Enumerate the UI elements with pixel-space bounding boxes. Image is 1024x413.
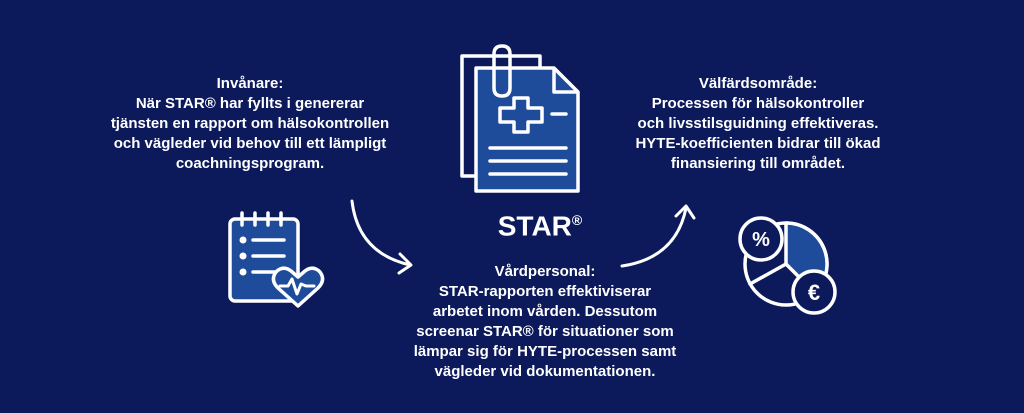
staff-line: Vårdpersonal: <box>494 263 596 280</box>
welfare-line: HYTE-koefficienten bidrar till ökad <box>635 135 881 152</box>
residents-line: Invånare: <box>216 75 284 92</box>
welfare-line: finansiering till området. <box>670 155 846 172</box>
arrow-staff-to-welfare <box>614 196 704 281</box>
staff-line: vägleder vid dokumentationen. <box>434 363 656 380</box>
pie-chart-euro-icon <box>734 212 844 316</box>
welfare-line: Välfärdsområde: <box>698 75 818 92</box>
medical-report-clipboard-icon <box>456 44 586 194</box>
checklist-heart-icon <box>226 212 326 312</box>
registered-mark: ® <box>571 212 583 228</box>
residents-line: När STAR® har fyllts i genererar <box>135 95 365 112</box>
staff-line: STAR-rapporten effektiviserar <box>438 283 652 300</box>
staff-line: arbetet inom vården. Dessutom <box>432 303 658 320</box>
residents-line: tjänsten en rapport om hälsokontrollen <box>110 115 390 132</box>
euro-symbol: € <box>807 280 821 305</box>
welfare-text <box>598 74 918 174</box>
percent-symbol: % <box>752 229 770 251</box>
star-label <box>470 203 610 243</box>
arrow-residents-to-staff <box>340 195 430 280</box>
welfare-line: Processen för hälsokontroller <box>651 95 865 112</box>
residents-line: coachningsprogram. <box>175 155 325 172</box>
star-label-text: STAR <box>497 210 572 242</box>
staff-line: lämpar sig för HYTE-processen samt <box>413 343 677 360</box>
residents-line: och vägleder vid behov till ett lämpligt <box>113 135 387 152</box>
residents-text <box>90 74 410 174</box>
staff-line: screenar STAR® för situationer som <box>416 323 674 340</box>
welfare-line: och livsstilsguidning effektiveras. <box>637 115 879 132</box>
